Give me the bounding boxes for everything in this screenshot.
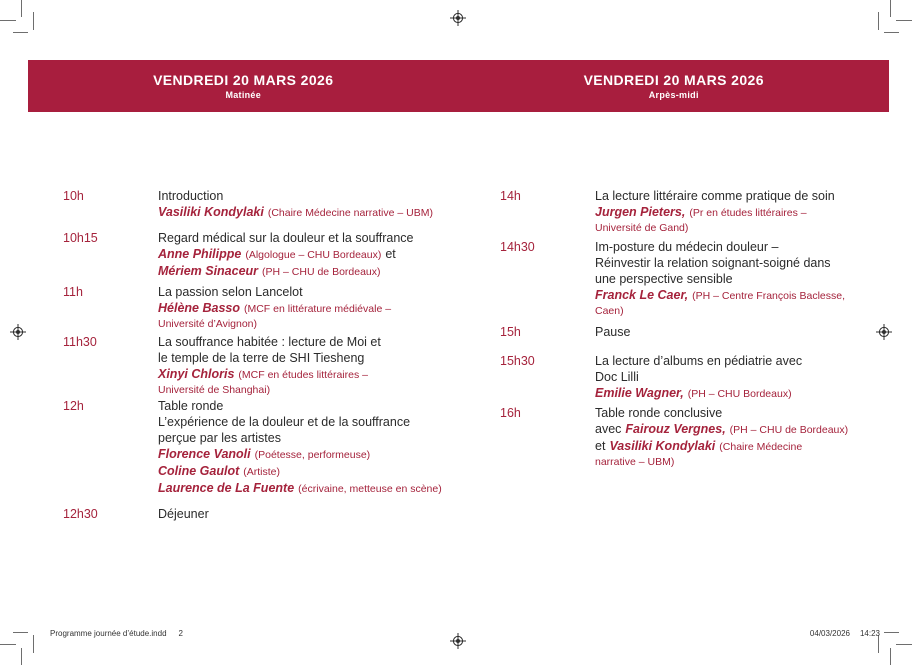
entry-lines <box>158 506 468 522</box>
entry-lines <box>595 353 912 402</box>
text-segment: Université d’Avignon) <box>158 318 258 330</box>
text-segment: (PH – CHU de Bordeaux) <box>262 266 381 278</box>
entry-line <box>595 421 912 438</box>
slug-filename <box>50 629 183 638</box>
text-segment: Fairouz Vergnes, <box>625 422 726 436</box>
text-segment: Vasiliki Kondylaki <box>158 205 264 219</box>
entry-line <box>595 188 912 204</box>
schedule-morning-column <box>63 188 468 522</box>
crop-mark <box>33 635 34 653</box>
entry-lines <box>595 239 912 318</box>
text-segment: Caen) <box>595 305 624 317</box>
schedule-entry <box>500 353 912 402</box>
crop-mark <box>0 20 16 21</box>
slug-time: 14:23 <box>859 629 880 638</box>
entry-time: 15h <box>500 325 521 339</box>
text-segment: (PH – CHU de Bordeaux) <box>729 424 849 436</box>
schedule-entry <box>63 506 468 522</box>
entry-line <box>158 414 468 430</box>
entry-lines <box>158 398 468 497</box>
text-segment: (Chaire Médecine <box>719 441 803 453</box>
text-segment: Jurgen Pieters, <box>595 205 686 219</box>
schedule-entry <box>500 405 912 469</box>
text-segment: Florence Vanoli <box>158 447 251 461</box>
entry-time: 14h30 <box>500 240 535 254</box>
entry-line <box>158 366 468 383</box>
slug-datetime <box>810 629 880 638</box>
text-segment: Laurence de La Fuente <box>158 481 295 495</box>
header-morning-title: VENDREDI 20 MARS 2026 <box>153 72 334 88</box>
schedule-afternoon-column <box>500 188 912 522</box>
entry-line <box>158 383 468 397</box>
header-band <box>28 60 889 112</box>
entry-line <box>158 300 468 317</box>
slug-filename-text: Programme journée d’étude.indd <box>50 629 167 638</box>
text-segment: et <box>595 439 606 453</box>
text-segment: avec <box>595 422 622 436</box>
crop-mark <box>21 0 22 17</box>
entry-line <box>595 385 912 402</box>
text-segment: Université de Shanghai) <box>158 384 271 396</box>
entry-line <box>158 463 468 480</box>
entry-time: 15h30 <box>500 354 535 368</box>
entry-lines <box>595 188 912 235</box>
header-afternoon <box>459 60 890 112</box>
text-segment: (PH – Centre François Baclesse, <box>692 290 846 302</box>
entry-line <box>595 438 912 455</box>
text-segment: et <box>385 247 396 261</box>
schedule-entry <box>63 230 468 280</box>
entry-line <box>158 188 468 204</box>
entry-lines <box>158 284 468 331</box>
schedule-entry <box>500 239 912 318</box>
header-morning <box>28 60 459 112</box>
text-segment: Déjeuner <box>158 507 209 521</box>
text-segment: (PH – CHU Bordeaux) <box>687 388 792 400</box>
crop-mark <box>890 648 891 665</box>
text-segment: Vasiliki Kondylaki <box>609 439 716 453</box>
header-afternoon-subtitle: Arpès-midi <box>648 90 699 100</box>
entry-lines <box>158 188 468 221</box>
text-segment: Regard médical sur la douleur et la souffrance <box>158 231 414 245</box>
entry-line <box>595 287 912 304</box>
entry-line <box>158 430 468 446</box>
entry-time: 12h <box>63 399 84 413</box>
entry-lines <box>595 324 912 340</box>
text-segment: Réinvestir la relation soignant-soigné dans <box>595 256 831 270</box>
entry-lines <box>158 334 468 397</box>
header-afternoon-title: VENDREDI 20 MARS 2026 <box>583 72 764 88</box>
crop-mark <box>0 644 16 645</box>
entry-line <box>595 369 912 385</box>
schedule-entry <box>500 324 912 340</box>
text-segment: (Algologue – CHU Bordeaux) <box>245 249 382 261</box>
entry-lines <box>595 405 912 469</box>
text-segment: perçue par les artistes <box>158 431 281 445</box>
crop-mark <box>878 12 879 30</box>
entry-line <box>158 230 468 246</box>
entry-line <box>158 334 468 350</box>
text-segment: (Pr en études littéraires – <box>689 207 807 219</box>
text-segment: La passion selon Lancelot <box>158 285 303 299</box>
entry-line <box>158 317 468 331</box>
text-segment: le temple de la terre de SHI Tiesheng <box>158 351 365 365</box>
entry-line <box>158 246 468 263</box>
text-segment: Anne Philippe <box>158 247 242 261</box>
crop-mark <box>896 20 912 21</box>
crop-mark <box>890 0 891 17</box>
entry-time: 16h <box>500 406 521 420</box>
entry-line <box>595 353 912 369</box>
text-segment: Xinyi Chloris <box>158 367 235 381</box>
slug-page-number: 2 <box>178 629 183 638</box>
entry-line <box>158 446 468 463</box>
entry-time: 12h30 <box>63 507 98 521</box>
entry-line <box>158 506 468 522</box>
crop-mark <box>896 644 912 645</box>
entry-line <box>595 271 912 287</box>
text-segment: (MCF en études littéraires – <box>238 369 368 381</box>
registration-target-icon <box>10 324 26 340</box>
schedule-entry <box>63 398 468 497</box>
text-segment: Doc Lilli <box>595 370 639 384</box>
text-segment: La souffrance habitée : lecture de Moi et <box>158 335 381 349</box>
entry-lines <box>158 230 468 280</box>
crop-mark <box>13 632 28 633</box>
entry-line <box>595 221 912 235</box>
text-segment: une perspective sensible <box>595 272 733 286</box>
registration-target-icon <box>450 633 466 649</box>
entry-line <box>158 480 468 497</box>
text-segment: Table ronde conclusive <box>595 406 723 420</box>
crop-mark <box>884 632 899 633</box>
entry-line <box>595 304 912 318</box>
registration-target-icon <box>450 10 466 26</box>
entry-line <box>595 239 912 255</box>
text-segment: Im-posture du médecin douleur – <box>595 240 779 254</box>
entry-time: 14h <box>500 189 521 203</box>
schedule <box>63 188 912 522</box>
text-segment: Coline Gaulot <box>158 464 240 478</box>
text-segment: Pause <box>595 325 631 339</box>
entry-time: 10h <box>63 189 84 203</box>
text-segment: Table ronde <box>158 399 224 413</box>
entry-time: 10h15 <box>63 231 98 245</box>
text-segment: La lecture d’albums en pédiatrie avec <box>595 354 803 368</box>
schedule-entry <box>63 284 468 331</box>
text-segment: (Chaire Médecine narrative – UBM) <box>267 207 433 219</box>
crop-mark <box>21 648 22 665</box>
crop-mark <box>13 32 28 33</box>
schedule-entry <box>63 188 468 221</box>
text-segment: Emilie Wagner, <box>595 386 684 400</box>
text-segment: (Poétesse, performeuse) <box>254 449 371 461</box>
entry-line <box>595 324 912 340</box>
entry-line <box>158 284 468 300</box>
text-segment: Université de Gand) <box>595 222 689 234</box>
text-segment: L’expérience de la douleur et de la souffrance <box>158 415 411 429</box>
entry-line <box>595 455 912 469</box>
entry-time: 11h <box>63 285 83 299</box>
crop-mark <box>33 12 34 30</box>
slug-date: 04/03/2026 <box>809 629 850 638</box>
entry-line <box>158 263 468 280</box>
text-segment: (MCF en littérature médiévale – <box>243 303 392 315</box>
text-segment: Franck Le Caer, <box>595 288 689 302</box>
crop-mark <box>884 32 899 33</box>
text-segment: (Artiste) <box>243 466 280 478</box>
entry-line <box>595 405 912 421</box>
text-segment: Introduction <box>158 189 224 203</box>
text-segment: La lecture littéraire comme pratique de soin <box>595 189 835 203</box>
text-segment: Hélène Basso <box>158 301 240 315</box>
schedule-entry <box>500 188 912 235</box>
header-morning-subtitle: Matinée <box>225 90 262 100</box>
text-segment: narrative – UBM) <box>595 456 675 468</box>
entry-line <box>595 255 912 271</box>
entry-time: 11h30 <box>63 335 97 349</box>
entry-line <box>158 398 468 414</box>
entry-line <box>158 350 468 366</box>
entry-line <box>595 204 912 221</box>
text-segment: Mériem Sinaceur <box>158 264 259 278</box>
entry-line <box>158 204 468 221</box>
schedule-entry <box>63 334 468 397</box>
text-segment: (écrivaine, metteuse en scène) <box>298 483 442 495</box>
